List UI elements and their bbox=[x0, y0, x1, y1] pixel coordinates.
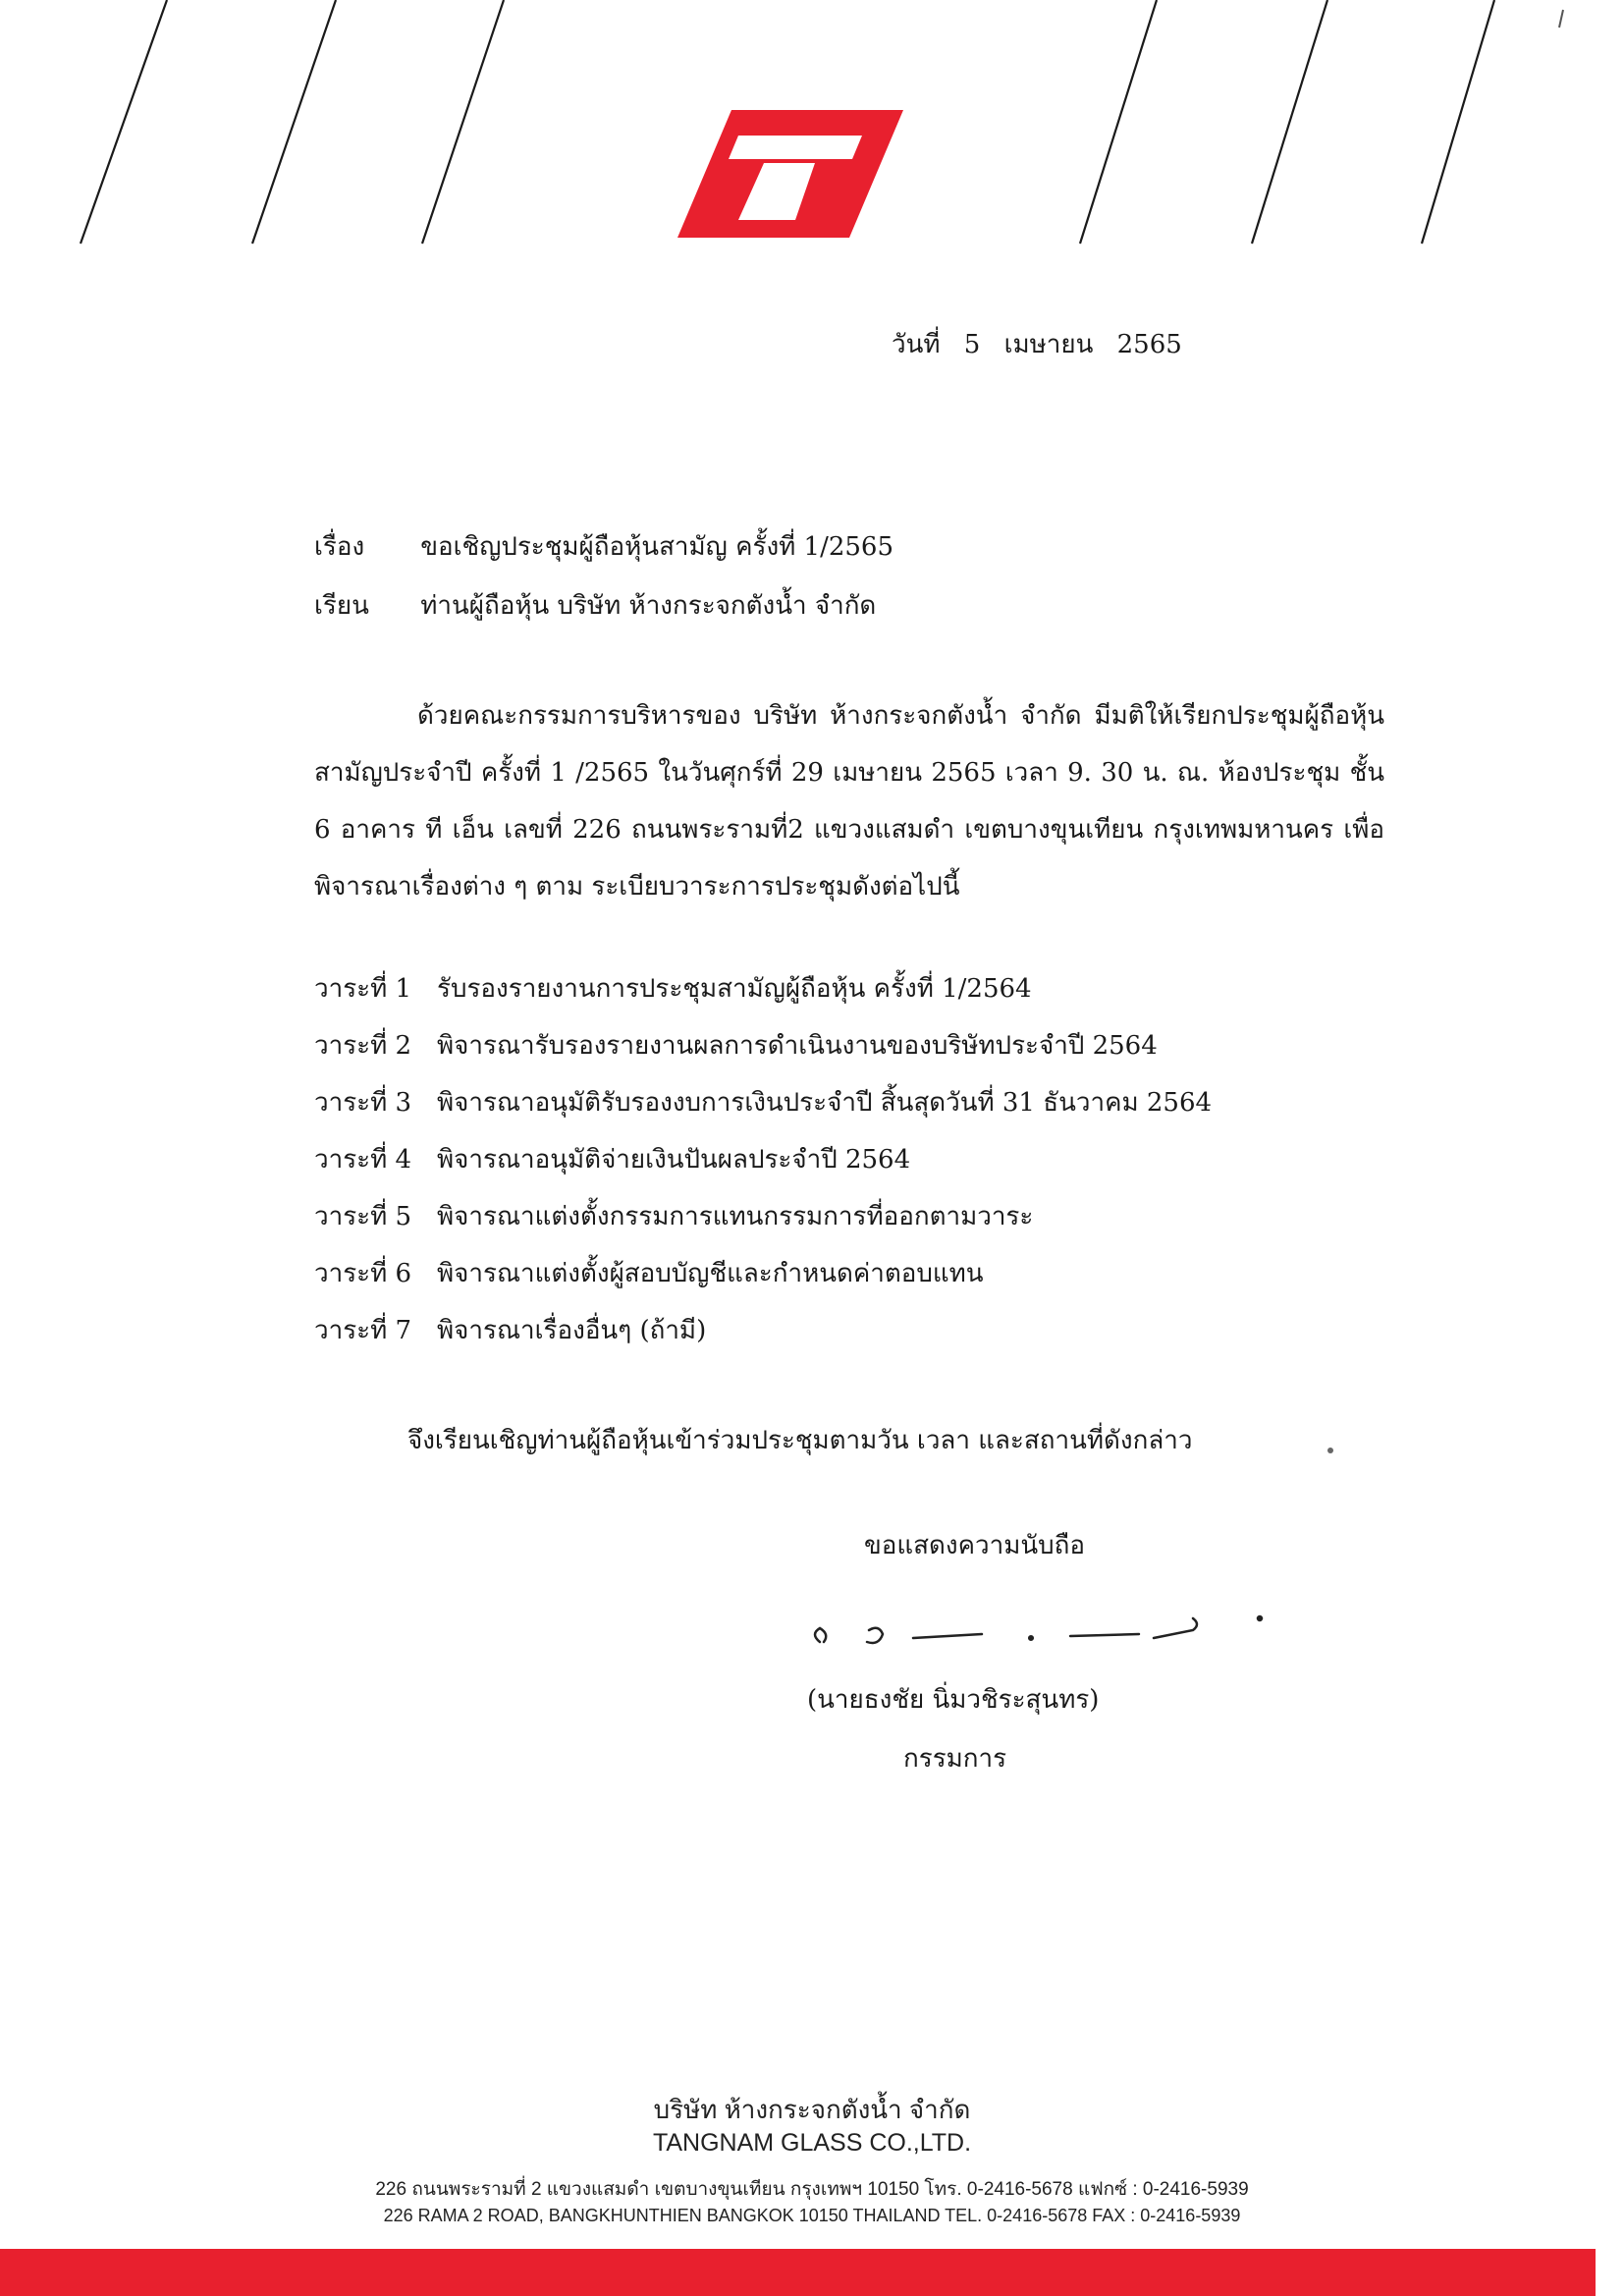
letter-date bbox=[892, 324, 1198, 364]
agenda-item bbox=[314, 1302, 1212, 1359]
letter-body: ด้วยคณะกรรมการบริหารของ บริษัท ห้างกระจกตังน้ำ จำกัด มีมติให้เรียกประชุมผู้ถือหุ้นสามัญประจำปี ครั้งที่ 1 /2565 ในวันศุกร์ที่ 29 เมษายน 2565 เวลา 9. 30 น. ณ. ห้องประชุม ชั้น 6 อาคาร ที เอ็น เลขที่ 226 ถนนพระรามที่2 แขวงแสมดำ เขตบางขุนเทียน กรุงเทพมหานคร เพื่อพิจารณาเรื่องต่าง ๆ ตาม ระเบียบวาระการประชุมดังต่อไปนี้ bbox=[314, 701, 1384, 902]
agenda-item bbox=[314, 1074, 1212, 1131]
agenda-item bbox=[314, 1131, 1212, 1188]
addressee-line bbox=[314, 585, 876, 626]
regards-line: ขอแสดงความนับถือ bbox=[864, 1531, 1085, 1560]
agenda-text: พิจารณาเรื่องอื่นๆ (ถ้ามี) bbox=[437, 1316, 707, 1345]
agenda-number: วาระที่ 6 bbox=[314, 1259, 412, 1288]
closing-sentence: จึงเรียนเชิญท่านผู้ถือหุ้นเข้าร่วมประชุมตามวัน เวลา และสถานที่ดังกล่าว bbox=[407, 1426, 1193, 1455]
footer-company-name-en: TANGNAM GLASS CO.,LTD. bbox=[652, 2129, 972, 2157]
agenda-number: วาระที่ 2 bbox=[314, 1031, 412, 1061]
footer-red-bar bbox=[0, 2249, 1596, 2296]
subject-label: เรื่อง bbox=[314, 532, 365, 562]
date-day: 5 bbox=[963, 330, 981, 359]
agenda-text: พิจารณารับรองรายงานผลการดำเนินงานของบริษัทประจำปี 2564 bbox=[437, 1031, 1158, 1061]
signer-name: (นายธงชัย นิ่มวชิระสุนทร) bbox=[807, 1685, 1100, 1715]
agenda-item bbox=[314, 1188, 1212, 1245]
agenda-number: วาระที่ 5 bbox=[314, 1202, 412, 1231]
date-month: เมษายน bbox=[1003, 330, 1094, 359]
subject-text: ขอเชิญประชุมผู้ถือหุ้นสามัญ ครั้งที่ 1/2565 bbox=[420, 532, 894, 562]
agenda-text: พิจารณาแต่งตั้งกรรมการแทนกรรมการที่ออกตามวาระ bbox=[437, 1202, 1034, 1231]
agenda-text: พิจารณาแต่งตั้งผู้สอบบัญชีและกำหนดค่าตอบแทน bbox=[437, 1259, 984, 1288]
agenda-number: วาระที่ 7 bbox=[314, 1316, 412, 1345]
footer-address-th: 226 ถนนพระรามที่ 2 แขวงแสมดำ เขตบางขุนเทียน กรุงเทพฯ 10150 โทร. 0-2416-5678 แฟกซ์ : 0-2416-5939 bbox=[375, 2179, 1249, 2200]
scan-speck bbox=[1327, 1448, 1333, 1453]
date-year: 2565 bbox=[1116, 330, 1182, 359]
signer-title: กรรมการ bbox=[903, 1744, 1007, 1774]
agenda-number: วาระที่ 3 bbox=[314, 1088, 412, 1118]
agenda-text: รับรองรายงานการประชุมสามัญผู้ถือหุ้น ครั้งที่ 1/2564 bbox=[437, 974, 1032, 1004]
agenda-number: วาระที่ 1 bbox=[314, 974, 412, 1004]
footer-address-en: 226 RAMA 2 ROAD, BANGKHUNTHIEN BANGKOK 10150 THAILAND TEL. 0-2416-5678 FAX : 0-2416-5939 bbox=[383, 2206, 1241, 2225]
addressee-text: ท่านผู้ถือหุ้น บริษัท ห้างกระจกตังน้ำ จำกัด bbox=[420, 591, 877, 621]
subject-line bbox=[314, 526, 893, 567]
footer-company-name-th: บริษัท ห้างกระจกตังน้ำ จำกัด bbox=[653, 2095, 971, 2124]
agenda-text: พิจารณาอนุมัติรับรองงบการเงินประจำปี สิ้นสุดวันที่ 31 ธันวาคม 2564 bbox=[437, 1088, 1213, 1118]
tangnam-logo-icon bbox=[677, 110, 903, 238]
agenda-item bbox=[314, 960, 1212, 1017]
addressee-label: เรียน bbox=[314, 591, 369, 621]
agenda-item bbox=[314, 1017, 1212, 1074]
agenda-number: วาระที่ 4 bbox=[314, 1145, 412, 1175]
agenda-item bbox=[314, 1245, 1212, 1302]
agenda-list bbox=[314, 960, 1212, 1359]
handwritten-signature bbox=[800, 1601, 1272, 1669]
agenda-text: พิจารณาอนุมัติจ่ายเงินปันผลประจำปี 2564 bbox=[437, 1145, 911, 1175]
date-prefix: วันที่ bbox=[892, 330, 941, 359]
